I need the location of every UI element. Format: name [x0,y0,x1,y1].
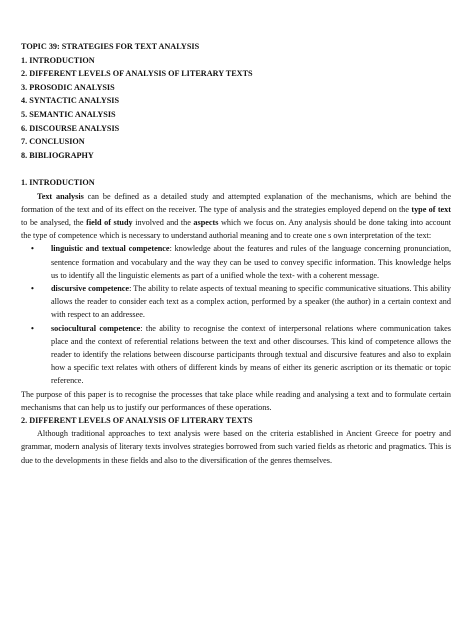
toc-item-prosodic: 3. PROSODIC ANALYSIS [21,82,115,92]
bullet-term: discursive competence [51,283,130,293]
purpose-paragraph: The purpose of this paper is to recognise the processes that take place while reading and analysing a text and to formulate certain mechanisms that can help us to justify our performances of these operations. [21,389,451,412]
table-of-contents [21,40,451,162]
bullet-text: : The ability to relate aspects of textual meaning to specific communicative situations. This ability allows the reader to consider each text as a complex action, performed by a speaker (the author) in a certain context and with respect to an addressee. [51,283,451,320]
toc-item-discourse: 6. DISCOURSE ANALYSIS [21,123,120,133]
toc-item-syntactic: 4. SYNTACTIC ANALYSIS [21,96,120,106]
bullet-icon: • [31,283,34,293]
spacer [21,162,451,176]
bold-term: field of study [86,217,133,227]
list-item [31,242,451,282]
toc-item-semantic: 5. SEMANTIC ANALYSIS [21,109,116,119]
list-item [31,282,451,322]
bullet-text: : knowledge about the features and rules of the language concerning pronunciation, sentence formation and vocabulary and the way they can be used to convey specific information. This knowledge helps us to identify all the linguistic elements as part of a unified whole the text- with a coherent message. [51,244,451,280]
bullet-term: linguistic and textual competence [51,244,170,254]
toc-item-introduction: 1. INTRODUCTION [21,55,95,65]
introduction-paragraph [21,190,451,243]
toc-item-levels: 2. DIFFERENT LEVELS OF ANALYSIS OF LITERARY TEXTS [21,69,253,79]
paragraph-text: to be analysed, the [21,217,87,227]
bold-term: type of text [411,204,452,214]
competence-list [21,242,451,387]
section-2-heading: 2. DIFFERENT LEVELS OF ANALYSIS OF LITERARY TEXTS [21,416,253,425]
topic-title: TOPIC 39: STRATEGIES FOR TEXT ANALYSIS [21,42,200,51]
bullet-text: : the ability to recognise the context of interpersonal relations where communication takes place and the context of referential relations between the text and other discourses. This kind of competence allows the reader to identify the relations between discourse participants through textual and discursive features and also to explain how a specific text relates with others of different kinds by means of either its generic ascription or its thematic or topic reference. [51,323,451,386]
toc-item-conclusion: 7. CONCLUSION [21,137,85,147]
bullet-term: sociocultural competence [51,323,141,333]
introduction-heading: 1. INTRODUCTION [21,178,95,188]
paragraph-text: involved and the [132,217,194,227]
paragraph-text: which we focus on. Any analysis should be done taking into account the type of competence which is necessary to understand authorial meaning and to create one s own interpretation of the text: [21,217,451,241]
bullet-icon: • [31,323,34,333]
toc-item-bibliography: 8. BIBLIOGRAPHY [21,150,94,160]
bold-term: Text analysis [37,191,84,201]
section-2-paragraph: Although traditional approaches to text analysis were based on the criteria established in Ancient Greece for poetry and grammar, modern analysis of literary texts involves strategies borrowed from such varied fields as rhetoric and pragmatics. This is due to the developments in these fields and also to the diversification of the genres themselves. [21,429,451,465]
paragraph-text: can be defined as a detailed study and attempted explanation of the mechanisms, which are behind the formation of the text and of its effect on the receiver. The type of analysis and the strategies employed depend on the [21,191,451,214]
list-item [31,322,451,388]
bullet-icon: • [31,244,34,254]
bold-term: aspects [193,217,219,227]
document-content [21,40,451,467]
